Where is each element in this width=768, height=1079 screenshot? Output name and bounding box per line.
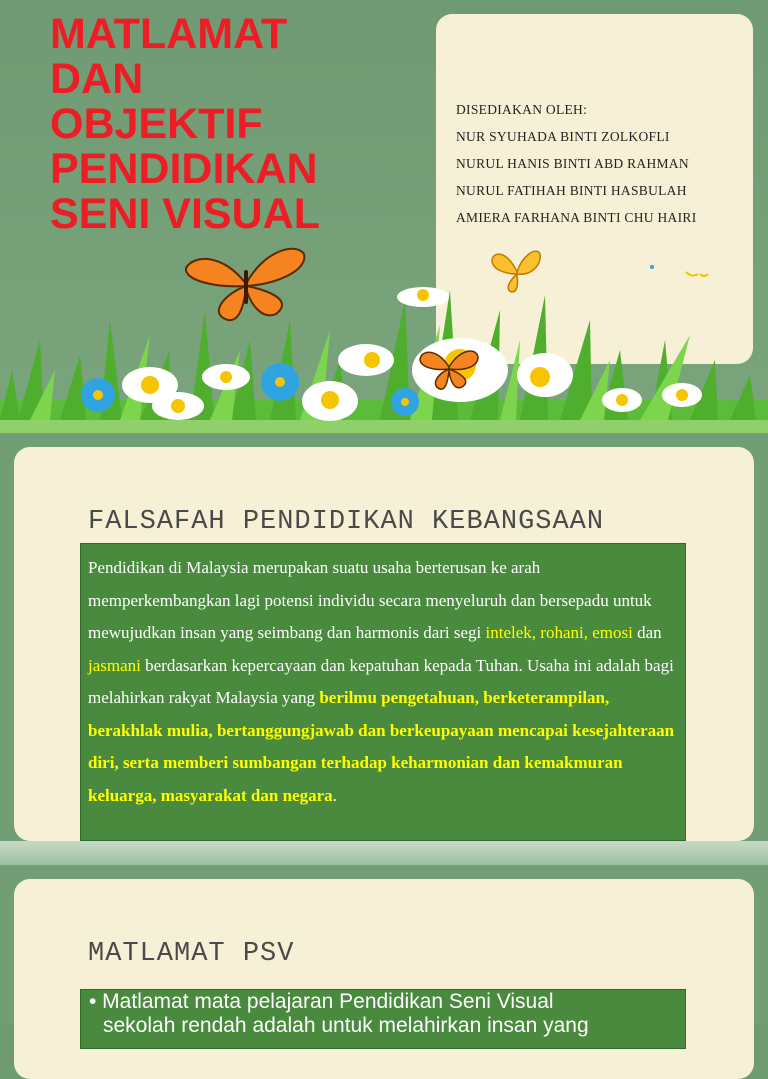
daisy-flower-icon [200, 360, 252, 394]
blue-flower-icon [78, 375, 118, 415]
daisy-flower-icon [336, 340, 396, 380]
credits-name: AMIERA FARHANA BINTI CHU HAIRI [456, 210, 697, 225]
paragraph-text: Pendidikan di Malaysia merupakan suatu usaha berterusan ke arah memperkembangkan lagi potensi individu secara menyeluruh dan bersepadu untuk mewujudkan insan yang seimbang dan harmonis dari segi [88, 558, 652, 642]
title-line: SENI VISUAL [50, 190, 320, 238]
falsafah-slide [0, 433, 768, 865]
matlamat-paragraph [80, 989, 686, 1049]
section-title: MATLAMAT PSV [88, 939, 295, 969]
title-slide [0, 0, 768, 433]
highlight-text: intelek, rohani, emosi [485, 623, 633, 642]
daisy-flower-icon [660, 380, 704, 410]
highlight-text: jasmani [88, 655, 141, 675]
matlamat-slide [0, 865, 768, 1037]
title-line: OBJEKTIF [50, 100, 263, 148]
title-line: MATLAMAT [50, 10, 288, 58]
butterfly-icon [184, 244, 308, 322]
credits-heading: DISEDIAKAN OLEH: [456, 102, 588, 117]
paragraph-text: dan [632, 623, 662, 642]
highlight-text: berilmu pengetahuan, berketerampilan, berakhlak mulia, bertanggungjawab dan berkeupayaan mencapai kesejahteraan diri, serta memberi sumbangan terhadap keharmonian dan kemakmuran keluarga, masyarakat dan negara [88, 688, 675, 805]
credits-name: NURUL HANIS BINTI ABD RAHMAN [456, 156, 689, 171]
credits-name: NURUL FATIHAH BINTI HASBULAH [456, 183, 687, 198]
daisy-flower-icon [600, 385, 644, 415]
paragraph-text: berdasarkan kepercayaan dan kepatuhan kepada Tuhan. Usaha ini adalah bagi melahirkan rakyat Malaysia yang [88, 655, 674, 707]
blue-flower-icon [388, 385, 422, 419]
daisy-flower-icon [395, 284, 451, 310]
bullet-text: • Matlamat mata pelajaran Pendidikan Seni Visual [89, 990, 554, 1013]
butterfly-icon [490, 246, 544, 294]
daisy-flower-icon [150, 388, 206, 424]
paragraph-text: . [332, 785, 337, 805]
bullet-text: sekolah rendah adalah untuk melahirkan insan yang [103, 1014, 589, 1037]
butterfly-icon [418, 345, 480, 391]
credits-list [456, 96, 697, 231]
falsafah-paragraph [80, 543, 686, 841]
daisy-flower-icon [515, 350, 575, 400]
footer-strip [0, 841, 768, 865]
daisy-flower-icon [300, 378, 360, 424]
content-card [14, 879, 754, 1079]
section-title: FALSAFAH PENDIDIKAN KEBANGSAAN [88, 507, 605, 537]
slide-title [50, 12, 320, 237]
sparkle-icon [648, 262, 712, 282]
blue-flower-icon [258, 360, 302, 404]
title-line: PENDIDIKAN [50, 145, 318, 193]
title-line: DAN [50, 55, 144, 103]
credits-name: NUR SYUHADA BINTI ZOLKOFLI [456, 129, 670, 144]
